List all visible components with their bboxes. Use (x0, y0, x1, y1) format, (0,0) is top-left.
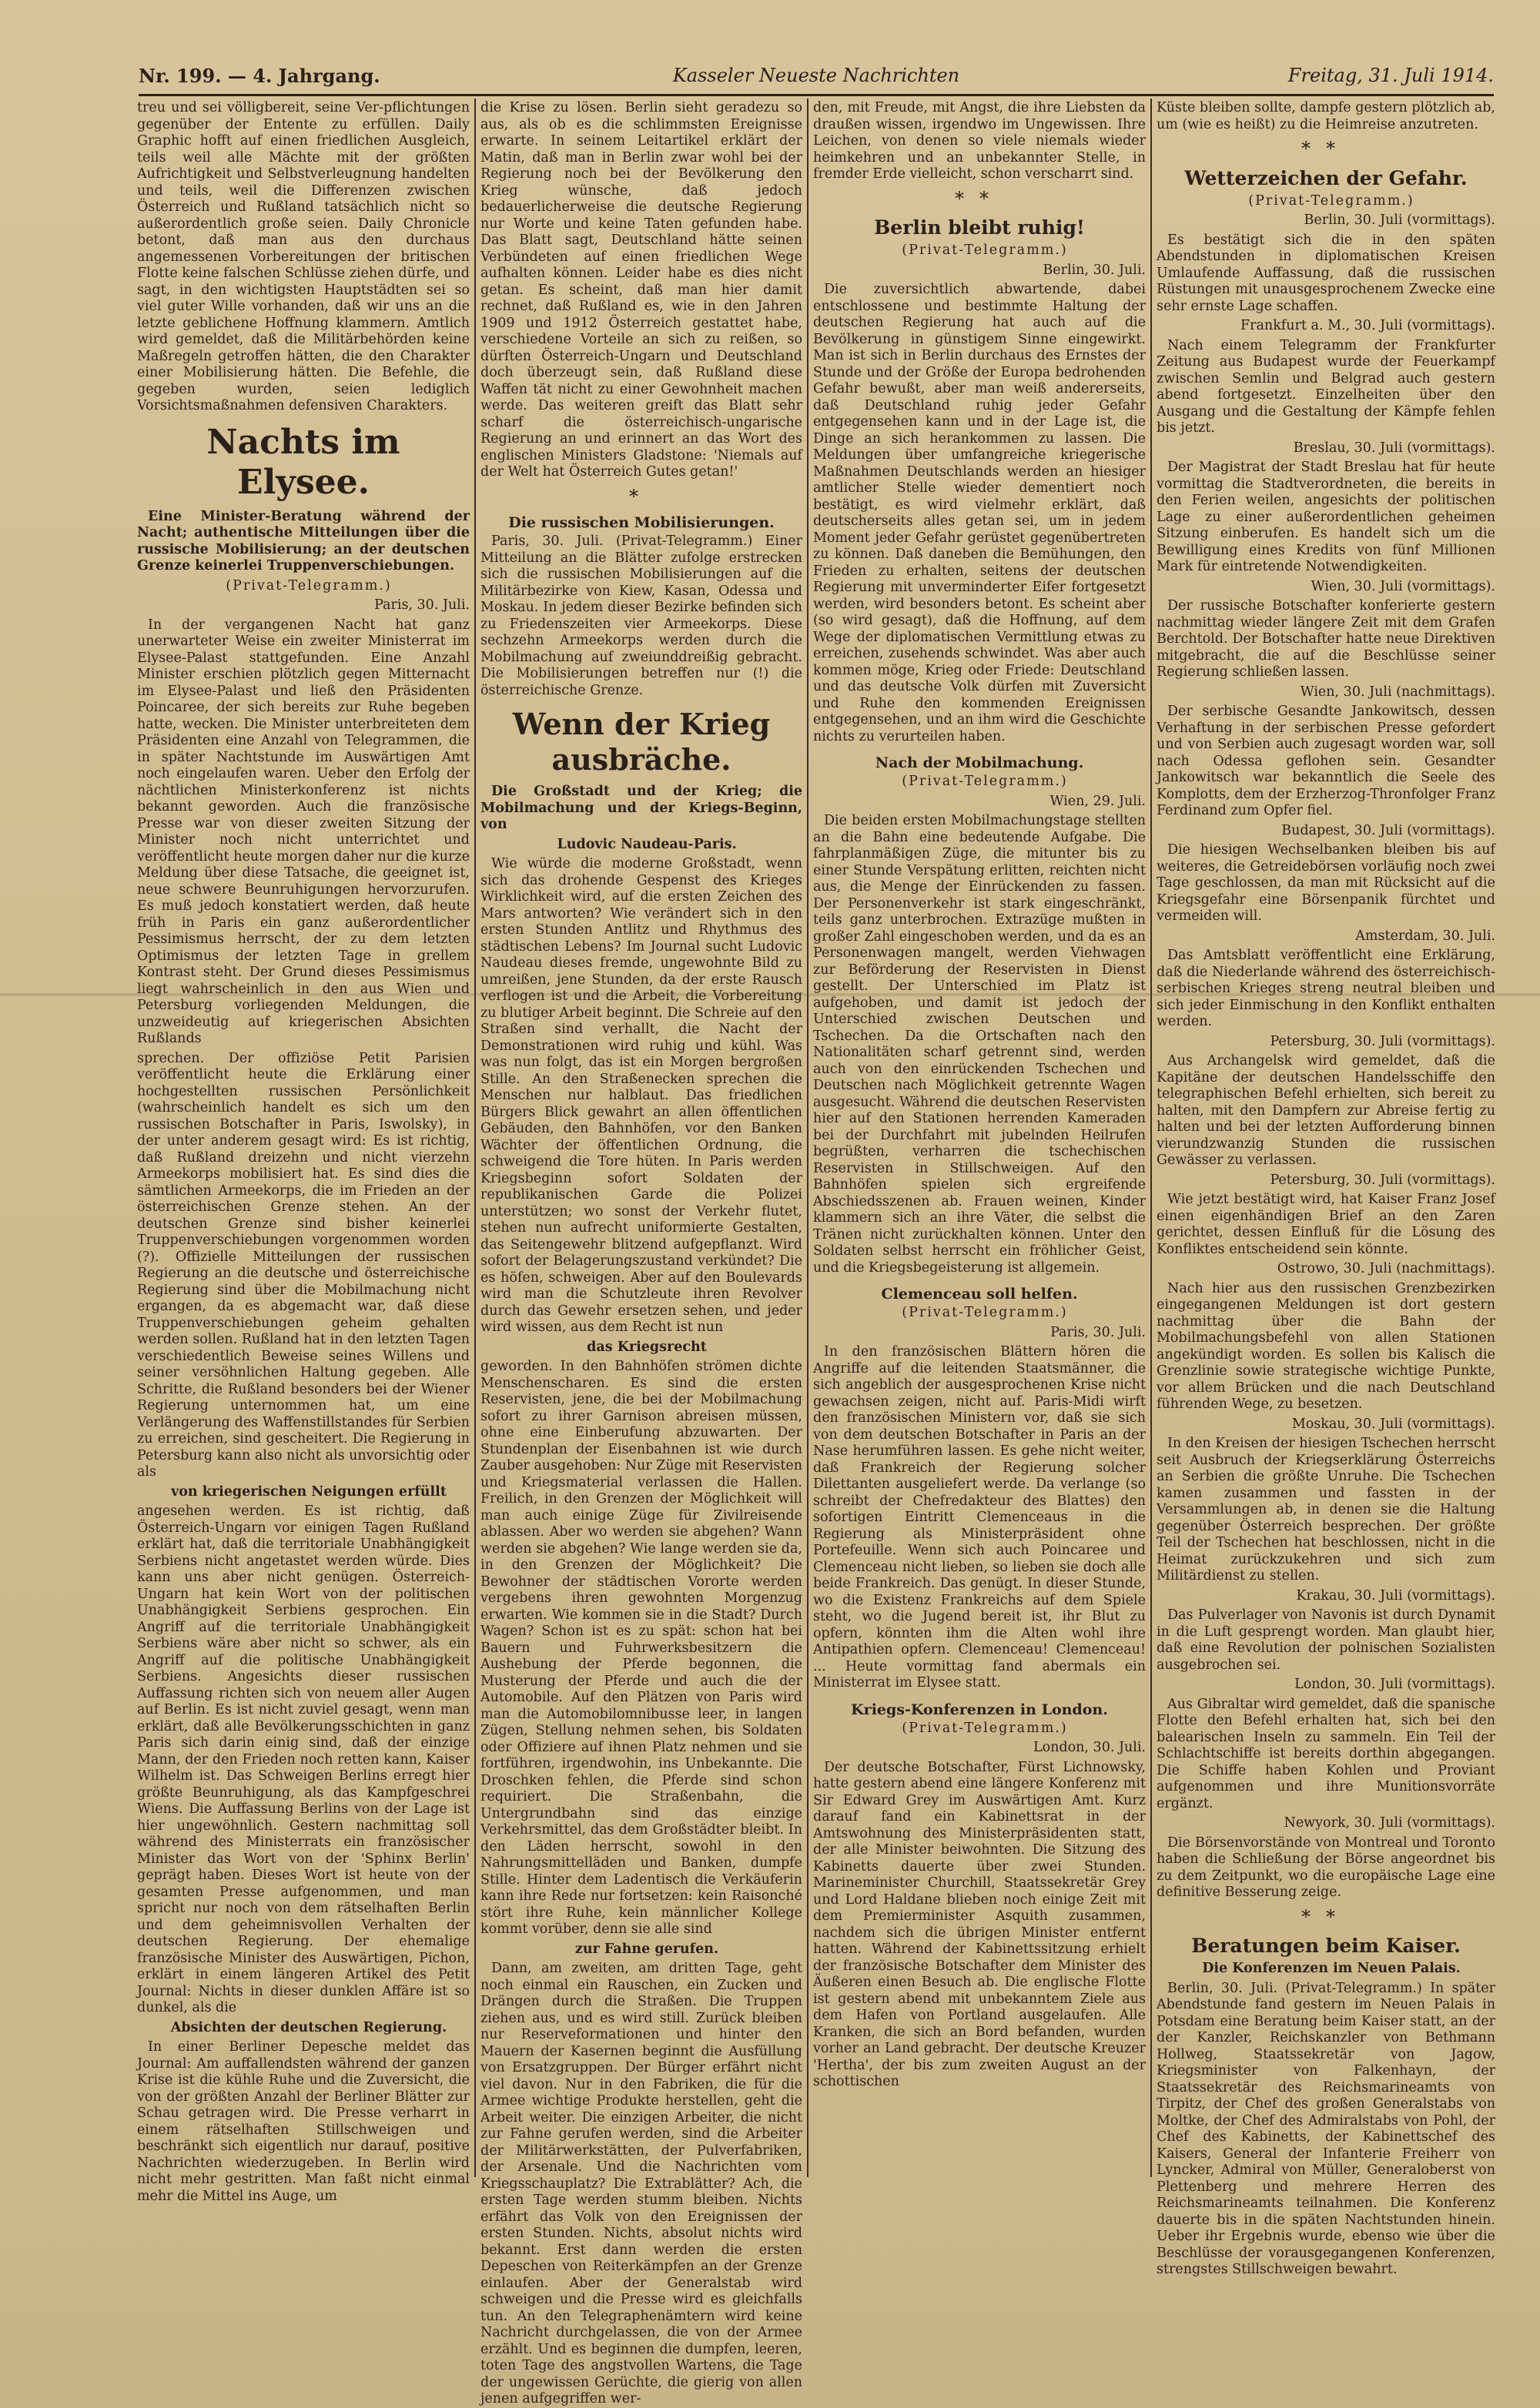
section-divider: * (629, 485, 654, 507)
paper-fold (0, 993, 1540, 996)
article-dateline: Budapest, 30. Juli (vormittags). (1281, 822, 1495, 838)
article-lead: Eine Minister-Beratung während der Nacht; authentische Mitteilungen über die russische Mobilisierung; an der deutschen Grenze keinerlei Truppenverschiebungen. (137, 508, 470, 574)
issue-date: Freitag, 31. Juli 1914. (1287, 65, 1494, 86)
article-dateline: Amsterdam, 30. Juli. (1355, 928, 1495, 944)
article-dateline: London, 30. Juli. (1033, 1740, 1146, 1755)
article-source: (Privat-Telegramm.) (1248, 192, 1414, 209)
article-paragraph: In den Kreisen der hiesigen Tschechen herrscht seit Ausbruch der Kriegserklärung Österreichs an Serbien die größte Unruhe. Die Tschechen kamen zusammen und fassten in der Versammlungen ab, in denen sie die Haltung gegenüber Österreich besprechen. Der größte Teil der Tschechen hat beschlossen, nicht in die Heimat zurückzukehren und sich zum Militärdienst zu stellen. (1157, 1436, 1495, 1584)
article-dateline: Newyork, 30. Juli (vormittags). (1284, 1815, 1495, 1831)
article-paragraph: Aus Archangelsk wird gemeldet, daß die Kapitäne der deutschen Handelsschiffe den telegraphischen Befehl erhielten, sich bereit zu halten, mit den Dampfern zur Abreise fertig zu halten und bei der letzten Aufforderung binnen vierundzwanzig Stunden die russischen Gewässer zu verlassen. (1157, 1053, 1495, 1168)
article-source: (Privat-Telegramm.) (226, 577, 392, 594)
article-paragraph: Der serbische Gesandte Jankowitsch, dessen Verhaftung in der serbischen Presse gefordert und von Serbien auch zugesagt worden war, soll nach Odessa geflohen sein. Gesandter Jankowitsch war bekanntlich die Seele des Komplotts, dem der Erzherzog-Thronfolger Franz Ferdinand zum Opfer fiel. (1157, 704, 1495, 818)
section-divider: ** (1301, 1905, 1351, 1928)
headline-clemenceau: Clemenceau soll helfen. (881, 1286, 1078, 1303)
headline-krieg: Wenn der Krieg ausbräche. (512, 707, 771, 777)
headline-mobilmachung: Nach der Mobilmachung. (875, 754, 1084, 771)
article-dateline: Petersburg, 30. Juli (vormittags). (1270, 1172, 1495, 1188)
article-paragraph: Der Magistrat der Stadt Breslau hat für heute vormittag die Stadtverordneten, die bereits in den Ferien weilen, angesichts der politischen Lage zu einer außerordentlichen geheimen Sitzung einberufen. Es handelt sich um die Bewilligung eines Kredits von fünf Millionen Mark für eintretende Notwendigkeiten. (1157, 460, 1495, 574)
article-dateline: Paris, 30. Juli. (374, 597, 470, 613)
article-dateline: Wien, 29. Juli. (1050, 793, 1146, 809)
newspaper-title: Kasseler Neueste Nachrichten (672, 65, 960, 86)
article-paragraph: angesehen werden. Es ist richtig, daß Österreich-Ungarn vor einigen Tagen Rußland erklärt hat, daß die territoriale Unabhängigkeit Serbiens nicht angetastet werden würde. Dies kann uns aber nicht genügen. Österreich-Ungarn hat kein Wort von der politischen Unabhängigkeit Serbiens gesprochen. Ein Angriff auf die territoriale Unabhängigkeit Serbiens wäre aber nicht so schwer, als ein Angriff auf die politische Unabhängigkeit Serbiens. Angesichts dieser russischen Auffassung richten sich von neuem aller Augen auf Berlin. Es ist nicht zuviel gesagt, wenn man erklärt, daß alle Bevölkerungsschichten in ganz Paris sich darin einig sind, daß der einzige Mann, der den Frieden noch retten kann, Kaiser Wilhelm ist. Das Schweigen Berlins erregt hier größte Beunruhigung, als das Kampfgeschrei Wiens. Die Auffassung Berlins von der Lage ist hier ungewöhnlich. Gestern nachmittag soll während des Ministerrats ein französischer Minister das Wort von der 'Sphinx Berlin' geprägt haben. Dieses Wort ist heute von der gesamten Presse aufgenommen, und man spricht nur noch von dem rätselhaften Berlin und dem geheimnisvollen Verhalten der deutschen Regierung. Der ehemalige französische Minister des Auswärtigen, Pichon, erklärt in einem längeren Artikel des Petit Journal: Nichts in dieser dunklen Affäre ist so dunkel, als die (137, 1503, 470, 2015)
article-dateline: Paris, 30. Juli. (1050, 1324, 1146, 1340)
article-paragraph: Das Pulverlager von Navonis ist durch Dynamit in die Luft gesprengt worden. Man glaubt hier, daß eine Revolution der polnischen Sozialisten ausgebrochen sei. (1157, 1607, 1495, 1673)
article-dateline: Wien, 30. Juli (vormittags). (1311, 578, 1495, 594)
article-continuation: den, mit Freude, mit Angst, die ihre Liebsten da draußen wissen, irgendwo im Ungewissen. Ihre Leichen, von denen so viele niemals wieder heimkehren und an unbekannter Stelle, in fremder Erde vielleicht, schon verscharrt sind. (813, 100, 1146, 182)
article-paragraph: Dann, am zweiten, am dritten Tage, geht noch einmal ein Rauschen, ein Zucken und Drängen durch die Straßen. Die Truppen ziehen aus, und es wird still. Zurück bleiben nur Reserveformationen und hinter den Mauern der Kasernen beginnt die Ausfüllung von Ersatzgruppen. Der Bürger erfährt nicht viel davon. Nur in den Fabriken, die für die Armee wichtige Produkte herstellen, geht die Arbeit weiter. Die einzigen Arbeiter, die nicht zur Fahne gerufen werden, sind die Arbeiter der Militärwerkstätten, der Pulverfabriken, der Arsenale. Und die Nachrichten vom Kriegsschauplatz? Die Extrablätter? Ach, die ersten Tage werden stumm bleiben. Nichts erfährt das Volk von den Ereignissen der ersten Stunden. Nichts, absolut nichts wird bekannt. Erst dann werden die ersten Depeschen von Reiterkämpfen an der Grenze einlaufen. Aber der Generalstab wird schweigen und die Presse wird es gleichfalls tun. An den Telegraphenämtern wird keine Nachricht durchgelassen, die von der Armee erzählt. Und es beginnen die dumpfen, leeren, toten Tage des angstvollen Wartens, die Tage der ungewissen Gerüchte, die gierig von allen jenen aufgegriffen wer- (480, 1961, 802, 2406)
article-paragraph: Der deutsche Botschafter, Fürst Lichnowsky, hatte gestern abend eine längere Konferenz mit Sir Edward Grey im Auswärtigen Amt. Kurz darauf fand ein Kabinettsrat in der Amtswohnung des Ministerpräsidenten statt, der alle Minister beiwohnten. Die Sitzung des Kabinetts dauerte über zwei Stunden. Marineminister Churchill, Staatssekretär Grey und Lord Haldane blieben noch einige Zeit mit dem Premierminister Asquith zusammen, nachdem sich die übrigen Minister entfernt hatten. Während der Kabinettssitzung erhielt der französische Botschafter dem Minister des Äußeren einen Besuch ab. Die englische Flotte ist gestern abend mit unbekanntem Ziele aus dem Hafen von Portland ausgelaufen. Alle Kranken, die sich an Bord befanden, wurden vorher an Land gebracht. Der deutsche Kreuzer 'Hertha', der bis zum zweiten August an der schottischen (813, 1759, 1146, 2089)
article-paragraph: Die zuversichtlich abwartende, dabei entschlossene und bestimmte Haltung der deutschen Regierung hat auch auf die Bevölkerung in günstigem Sinne eingewirkt. Man ist sich in Berlin durchaus des Ernstes der Stunde und der Größe der Europa bedrohenden Gefahr bewußt, aber man weiß andererseits, daß Deutschland ruhig jeder Gefahr entgegensehen kann und in der Lage ist, die Dinge an sich herankommen zu lassen. Die Meldungen über umfangreiche kriegerische Maßnahmen Deutschlands werden an hiesiger amtlicher Stelle wieder dementiert noch bestätigt, es wird vielmehr erklärt, daß deutscherseits alles getan sei, um in jedem Moment jeder Gefahr gerüstet gegenübertreten zu können. Daß daneben die Bemühungen, den Frieden zu erhalten, seitens der deutschen Regierung mit unverminderter Eifer fortgesetzt werden, wird besonders betont. Es scheint aber (so wird gesagt), daß die Hoffnung, auf dem Wege der diplomatischen Vermittlung etwas zu erreichen, zusehends schwindet. Was aber auch kommen möge, Krieg oder Friede: Deutschland und das deutsche Volk dürfen mit Zuversicht und Ruhe den kommenden Ereignissen entgegensehen, und an ihm wird die Geschichte nichts zu verurteilen haben. (813, 282, 1146, 744)
article-paragraph: Aus Gibraltar wird gemeldet, daß die spanische Flotte den Befehl erhalten hat, sich bei den balearischen Inseln zu sammeln. Ein Teil der Schlachtschiffe ist bereits dorthin abgegangen. Die Schiffe haben Kohlen und Proviant aufgenommen und ihre Munitionsvorräte ergänzt. (1157, 1696, 1495, 1811)
column-rule (1150, 99, 1152, 2177)
issue-number: Nr. 199. — 4. Jahrgang. (139, 65, 380, 87)
article-paragraph: Wie jetzt bestätigt wird, hat Kaiser Franz Josef einen eigenhändigen Brief an den Zaren gerichtet, dessen Einfluß für die Lösung des Konfliktes entscheidend sein könnte. (1157, 1192, 1495, 1257)
article-paragraph: In der vergangenen Nacht hat ganz unerwarteter Weise ein zweiter Ministerrat im Elysee-Palast stattgefunden. Eine Anzahl Minister erschien plötzlich gegen Mitternacht im Elysee-Palast und ließ den Präsidenten Poincaree, der sich bereits zur Ruhe begeben hatte, wecken. Die Minister unterbreiteten dem Präsidenten eine Anzahl von Telegrammen, die in später Nachtstunde im Auswärtigen Amt noch eingelaufen waren. Ueber den Erfolg der nächtlichen Ministerkonferenz ist nichts bekannt geworden. Auch die französische Presse war von dieser zweiten Sitzung der Minister noch nicht unterrichtet und veröffentlicht heute morgen daher nur die kurze Meldung über diese Tatsache, die geeignet ist, neue schwere Beunruhigungen hervorzurufen. Es muß jedoch konstatiert werden, daß heute früh in Paris ein ganz außerordentlicher Pessimismus herrscht, der zu dem letzten Optimismus der letzten Tage in grellem Kontrast steht. Der Grund dieses Pessimismus liegt wahrscheinlich in den aus Wien und Petersburg vorliegenden Meldungen, die unzweideutig auf kriegerischen Absichten Rußlands (137, 617, 470, 1046)
article-continuation: die Krise zu lösen. Berlin sieht geradezu so aus, als ob es die schlimmsten Ereignisse erwarte. In seinem Leitartikel erklärt der Matin, daß man in Berlin zwar wohl bei der Regierung noch bei der Bevölkerung den Krieg wünsche, daß jedoch bedauerlicherweise die deutsche Regierung nur Worte und keine Taten gefunden habe. Das Blatt sagt, Deutschland hätte seinen Verbündeten auf einen friedlichen Wege aufhalten können. Leider habe es dies nicht getan. Es scheint, daß man hier damit rechnet, daß Rußland es, wie in den Jahren 1909 und 1912 Österreich gestattet habe, verschiedene Vorteile an sich zu reißen, so dürften Österreich-Ungarn und Deutschland doch überzeugt sein, daß Rußland diese Waffen tät nicht zu einer Gewohnheit machen werde. Das weiteren greift das Blatt sehr scharf die österreichisch-ungarische Regierung an und erinnert an das Wort des englischen Ministers Gladstone: 'Niemals auf der Welt hat Österreich Gutes getan!' (480, 100, 802, 480)
article-paragraph: sprechen. Der offiziöse Petit Parisien veröffentlicht heute die Erklärung einer hochgestellten russischen Persönlichkeit (wahrscheinlich handelt es sich um den russischen Botschafter in Paris, Iswolsky), in der unter anderem gesagt wird: Es ist richtig, daß Rußland dreizehn und nicht vierzehn Armeekorps mobilisiert hat. Es sind dies die sämtlichen Armeekorps, die im Frieden an der österreichischen Grenze stehen. An der deutschen Grenze sind bisher keinerlei Truppenverschiebungen vorgenommen worden (?). Offizielle Mitteilungen der russischen Regierung an die deutsche und österreichische Regierung sind über die Mobilmachung nicht ergangen, da es abgemacht war, daß diese Truppenverschiebungen geheim gehalten werden sollen. Rußland hat in den letzten Tagen verschiedentlich Beweise seines Willens und seiner versöhnlichen Haltung gegeben. Alle Schritte, die Rußland besonders bei der Wiener Regierung unternommen hat, um eine Verlängerung des Waffenstillstandes für Serbien zu erreichen, sind gescheitert. Die Regierung in Petersburg kann also nicht als unvorsichtig oder als (137, 1050, 470, 1480)
article-subheading: Absichten der deutschen Regierung. (170, 2019, 447, 2035)
article-paragraph: In einer Berliner Depesche meldet das Journal: Am auffallendsten während der ganzen Krise ist die kühle Ruhe und die Zuversicht, die von der größten Anzahl der Berliner Blätter zur Schau getragen wird. Die Presse verharrt in einem rätselhaften Stillschweigen und beschränkt sich eigentlich nur darauf, positive Nachrichten wiederzugeben. In Berlin wird nicht mehr gestritten. Man faßt nicht einmal mehr die Mittel ins Auge, um (137, 2039, 470, 2204)
headline-wetterzeichen: Wetterzeichen der Gefahr. (1184, 166, 1468, 189)
headline-kaiser: Beratungen beim Kaiser. (1191, 1935, 1461, 1957)
article-lead: Die Großstadt und der Krieg; die Mobilmachung und der Kriegs-Beginn, von (480, 784, 802, 832)
headline-elysee: Nachts im Elysee. (206, 422, 400, 502)
article-dateline: Berlin, 30. Juli (vormittags). (1304, 212, 1495, 228)
article-byline: Ludovic Naudeau-Paris. (557, 836, 737, 852)
article-source: (Privat-Telegramm.) (902, 242, 1068, 258)
headline-mobilisierungen: Die russischen Mobilisierungen. (508, 514, 775, 531)
article-paragraph: Die beiden ersten Mobilmachungstage stellten an die Bahn eine bedeutende Aufgabe. Die fahrplanmäßigen Züge, die mitunter bis zu einer Stunde Verspätung erlitten, reichten nicht aus, die Menge der Einrückenden zu fassen. Der Personenverkehr ist stark eingeschränkt, teils ganz unterbrochen. Extrazüge mußten in großer Zahl eingeschoben werden, und da es an Personenwagen mangelt, werden Viehwagen zur Beförderung der Reservisten in Dienst gestellt. Der Unterschied im Platz ist aufgehoben, und damit ist jedoch der Unterschied zwischen Deutschen und Tschechen. Da die Ortschaften nach den Nationalitäten scharf getrennt sind, werden auch von den einrückenden Tschechen und Deutschen nach Möglichkeit getrennte Wagen ausgesucht. Während die deutschen Reservisten hier auf den Stationen herrenden Kameraden bei der Durchfahrt mit jubelnden Heilrufen begrüßten, verharren die tschechischen Reservisten in Stillschweigen. Auf den Bahnhöfen spielen sich ergreifende Abschiedsszenen ab. Frauen weinen, Kinder klammern sich an ihre Väter, die selbst die Tränen nicht zurückhalten können. Unter den Soldaten selbst herrscht ein fröhlicher Geist, und die Kriegsbegeisterung ist allgemein. (813, 813, 1146, 1276)
article-dateline: Berlin, 30. Juli. (1043, 262, 1146, 278)
article-subheading: Die Konferenzen im Neuen Palais. (1202, 1961, 1461, 1976)
article-paragraph: Wie würde die moderne Großstadt, wenn sich das drohende Gespenst des Krieges Wirklichkeit wird, auf die ersten Zeichen des Mars antworten? Wie verändert sich in den ersten Stunden Antlitz und Rhythmus des städtischen Lebens? Im Journal sucht Ludovic Naudeau dieses fremde, ungewohnte Bild zu umreißen, jene Stunden, da der erste Rausch verflogen ist und die Arbeit, die Vorbereitung zu blutiger Arbeit beginnt. Die Schreie auf den Straßen sind verhallt, die Nacht der Demonstrationen wird ruhig und kühl. Was was nun folgt, das ist ein Morgen bergroßen Stille. An den Straßenecken sprechen die Menschen nur halblaut. Das friedlichen Bürgers Blick gewahrt an allen öffentlichen Gebäuden, den Bahnhöfen, vor den Banken Wächter der öffentlichen Ordnung, die schweigend die Tore hüten. In Paris werden Kriegsbeginn sofort Soldaten der republikanischen Garde die Polizei unterstützen; wo sonst der Verkehr flutet, stehen nun aufrecht uniformierte Gestalten, das Seitengewehr blitzend aufgepflanzt. Wird sofort der Belagerungszustand verkündet? Die es höfen, schweigen. Aber auf den Boulevards wird man die Schutzleute ihren Revolver durch das Gewehr ersetzen sehen, und jeder wird wissen, aus dem Recht ist nun (480, 856, 802, 1335)
column-rule (474, 99, 476, 2177)
article-paragraph: Die Börsenvorstände von Montreal und Toronto haben die Schließung der Börse angeordnet bis zu dem Zeitpunkt, wo die europäische Lage eine definitive Besserung zeige. (1157, 1834, 1495, 1900)
article-paragraph: Nach einem Telegramm der Frankfurter Zeitung aus Budapest wurde der Feuerkampf zwischen Semlin und Belgrad auch gestern abend fortgesetzt. Einzelheiten über den Ausgang und die Gestaltung der Kämpfe fehlen bis jetzt. (1157, 337, 1495, 436)
article-source: (Privat-Telegramm.) (902, 1305, 1068, 1320)
article-paragraph: Berlin, 30. Juli. (Privat-Telegramm.) In später Abendstunde fand gestern im Neuen Palais in Potsdam eine Beratung beim Kaiser statt, an der der Kanzler, Reichskanzler von Bethmann Hollweg, Staatssekretär von Jagow, Kriegsminister von Falkenhayn, der Staatssekretär des Reichsmarineamts von Tirpitz, der Chef des großen Generalstabs von Moltke, der Chef des Admiralstabs von Pohl, der Chef des Kabinetts, der Kabinettschef des Kaisers, General der Infanterie Freiherr von Lyncker, Admiral von Müller, Generaloberst von Plettenberg und mehrere Herren des Reichsmarineamts teilnahmen. Die Konferenz dauerte bis in die späten Nachtstunden hinein. Ueber ihr Ergebnis wurde, ebenso wie über die Beschlüsse der vorausgegangenen Konferenzen, strengstes Stillschweigen bewahrt. (1157, 1980, 1495, 2277)
article-dateline: Breslau, 30. Juli (vormittags). (1293, 440, 1495, 456)
headline-london: Kriegs-Konferenzen in London. (851, 1701, 1108, 1718)
section-divider: ** (1301, 138, 1351, 159)
article-paragraph: Nach hier aus den russischen Grenzbezirken eingegangenen Meldungen ist dort gestern nachmittag über die Bahn der Mobilmachungsbefehl von allen Stationen angekündigt worden. Es sollen bis Kalisch die Grenzlinie sowie strategische wichtige Punkte, vor allem Brücken und die nach Deutschland führenden Wege, zu besetzen. (1157, 1280, 1495, 1412)
article-source: (Privat-Telegramm.) (902, 774, 1068, 789)
article-dateline: Petersburg, 30. Juli (vormittags). (1270, 1033, 1495, 1049)
article-subheading: das Kriegsrecht (587, 1339, 707, 1355)
article-paragraph: geworden. In den Bahnhöfen strömen dichte Menschenscharen. Es sind die ersten Reservisten, jene, die bei der Mobilmachung sofort zu ihrer Garnison abreisen müssen, ohne eine Einberufung abzuwarten. Der Stundenplan der Eisenbahnen ist wie durch Zauber ausgehoben: Nur Züge mit Reservisten und Kriegsmaterial verlassen die Hallen. Freilich, in den Grenzen der Möglichkeit will man auch einige Züge für Zivilreisende ablassen. Aber wo werden sie abgehen? Wann werden sie abgehen? Wie lange werden sie da, in den Grenzen der Möglichkeit? Die Bewohner der städtischen Vororte werden vergebens ihren gewohnten Morgenzug erwarten. Wie kommen sie in die Stadt? Durch Wagen? Schon ist es zu spät: schon hat bei Bauern und Fuhrwerksbesitzern die Aushebung der Pferde begonnen, die Musterung der Pferde und auch die der Automobile. Auf den Plätzen von Paris wird man die Automobilomnibusse leer, in langen Zügen, Stellung nehmen sehen, bis Soldaten oder Offiziere auf ihnen Platz nehmen und sie fortführen, irgendwohin, ins Unbekannte. Die Droschken fehlen, die Pferde sind schon requiriert. Die Straßenbahn, die Untergrundbahn sind das einzige Verkehrsmittel, das dem Großstädter bleibt. In den Läden herrscht, sowohl in den Nahrungsmittelläden und Banken, dumpfe Stille. Hinter dem Ladentisch die Verkäuferin kann ihre Rede nur fortsetzen: kein Raisonché stört ihre Ruhe, kein männlicher Kollege kommt vorüber, denn sie alle sind (480, 1359, 802, 1937)
section-divider: ** (955, 187, 1004, 209)
article-paragraph: In den französischen Blättern hören die Angriffe auf die leitenden Staatsmänner, die sich angeblich der ausgesprochenen Krise nicht gewachsen zeigen, nicht auf. Paris-Midi wirft den französischen Ministern vor, daß sie sich von dem deutschen Botschafter in Paris an der Nase herumführen lassen. Es gehe nicht weiter, daß Frankreich der Regierung solcher Dilettanten ausgeliefert werde. Da verlange (so schreibt der Chefredakteur des Blattes) den sofortigen Eintritt Clemenceaus in die Regierung als Ministerpräsident ohne Portefeuille. Wenn sich auch Poincaree und Clemenceau nicht lieben, so lieben sie doch alle beide Frankreich. Das genügt. In dieser Stunde, wo die Existenz Frankreichs auf dem Spiele steht, wo die Jugend bereit ist, ihr Blut zu opfern, könnten ihm die Alten wohl ihre Antipathien opfern. Clemenceau! Clemenceau! ... Heute vormittag fand abermals ein Ministerrat im Elysee statt. (813, 1344, 1146, 1691)
article-subheading: von kriegerischen Neigungen erfüllt (171, 1483, 447, 1500)
article-dateline: Moskau, 30. Juli (vormittags). (1291, 1416, 1495, 1432)
article-source: (Privat-Telegramm.) (902, 1720, 1068, 1736)
article-paragraph: Der russische Botschafter konferierte gestern nachmittag wieder längere Zeit mit dem Grafen Berchtold. Der Botschafter hatte neue Direktiven mitgebracht, die auf die Beschlüsse seiner Regierung schließen lassen. (1157, 598, 1495, 680)
article-paragraph: Das Amtsblatt veröffentlicht eine Erklärung, daß die Niederlande während des österreichisch-serbischen Krieges streng neutral bleiben und sich jeder Einmischung in den Konflikt enthalten werden. (1157, 948, 1495, 1029)
column-rule (807, 99, 808, 2177)
article-dateline: London, 30. Juli (vormittags). (1294, 1677, 1495, 1692)
article-paragraph: Es bestätigt sich die in den späten Abendstunden in diplomatischen Kreisen Umlaufende Auffassung, daß die russischen Rüstungen mit unausgesprochenem Zwecke eine sehr ernste Lage schaffen. (1157, 232, 1495, 314)
column-1 (137, 100, 470, 2204)
article-continuation: treu und sei völligbereit, seine Ver-pflichtungen gegenüber der Entente zu erfüllen. Daily Graphic hofft auf einen friedlichen Ausgleich, teils weil alle Mächte mit der größten Aufrichtigkeit und Selbstverleugnung handelten und teils, weil die Differenzen zwischen Österreich und Rußland tatsächlich nicht so außerordentlich große seien. Daily Chronicle betont, daß man aus den durchaus angemessenen Vorbereitungen der britischen Flotte keine falschen Schlüsse ziehen dürfe, und sagt, in den wichtigsten Hauptstädten sei so viel guter Wille vorhanden, daß wir uns an die letzte geblichene Hoffnung klammern. Amtlich wird gemeldet, daß die Militärbehörden keine Maßregeln getroffen hätten, die den Charakter einer Mobilisierung hätten. Die Befehle, die gegeben wurden, seien lediglich Vorsichtsmaßnahmen defensiven Charakters. (137, 100, 470, 413)
article-dateline: Frankfurt a. M., 30. Juli (vormittags). (1240, 318, 1495, 333)
article-continuation: Küste bleiben sollte, dampfe gestern plötzlich ab, um (wie es heißt) zu die Heimreise anzutreten. (1157, 100, 1495, 132)
column-4 (1157, 100, 1495, 2277)
article-paragraph: Die hiesigen Wechselbanken bleiben bis auf weiteres, die Getreidebörsen vorläufig noch zwei Tage geschlossen, da man mit Rücksicht auf die Kriegsgefahr eine Börsenpanik fürchtet und vermeiden will. (1157, 842, 1495, 924)
masthead (139, 60, 1494, 96)
article-subheading: zur Fahne gerufen. (574, 1941, 719, 1957)
column-3 (813, 100, 1146, 2179)
article-dateline: Krakau, 30. Juli (vormittags). (1296, 1587, 1495, 1604)
column-2 (480, 100, 802, 2406)
article-dateline: Ostrowo, 30. Juli (nachmittags). (1277, 1261, 1495, 1276)
article-paragraph: Paris, 30. Juli. (Privat-Telegramm.) Einer Mitteilung an die Blätter zufolge erstrecken sich die russischen Mobilisierungen auf die Militärbezirke von Kiew, Kasan, Odessa und Moskau. In jedem dieser Bezirke befinden sich zu Friedenszeiten vier Armeekorps. Diese sechzehn Armeekorps werden durch die Mobilmachung auf zweiunddreißig gebracht. Die Mobilisierungen betreffen nur (!) die österreichische Grenze. (480, 533, 802, 698)
article-dateline: Wien, 30. Juli (nachmittags). (1300, 684, 1495, 700)
headline-berlin-ruhig: Berlin bleibt ruhig! (874, 216, 1085, 239)
